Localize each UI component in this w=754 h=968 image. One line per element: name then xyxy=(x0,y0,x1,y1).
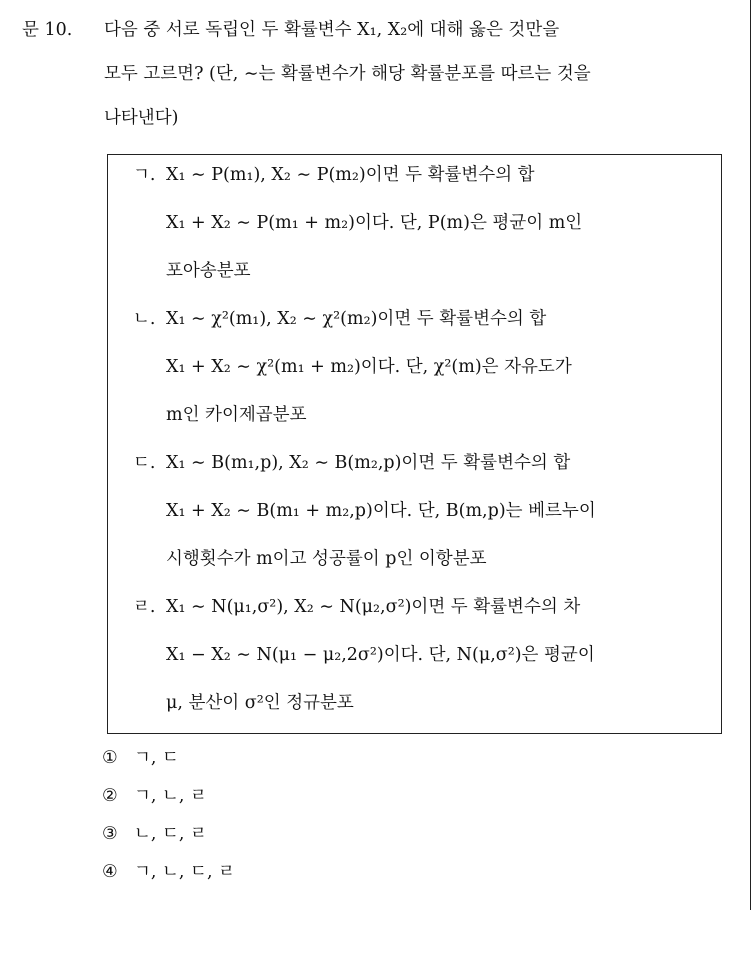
choice-text: ㄴ, ㄷ, ㄹ xyxy=(134,824,207,844)
answer-choice-1[interactable] xyxy=(102,738,179,778)
choice-text: ㄱ, ㄴ, ㄷ, ㄹ xyxy=(134,862,235,882)
item-line: X₁ ∼ χ²(m₁), X₂ ∼ χ²(m₂)이면 두 확률변수의 합 xyxy=(166,309,547,329)
item-line: X₁ + X₂ ∼ B(m₁ + m₂,p)이다. 단, B(m,p)는 베르누이 xyxy=(166,501,596,521)
item-mark: ㄱ. xyxy=(133,165,156,185)
answer-choice-4[interactable] xyxy=(102,852,235,892)
choice-number: ① xyxy=(102,748,118,768)
item-line: m인 카이제곱분포 xyxy=(166,405,307,425)
stem-line: 모두 고르면? (단, ∼는 확률변수가 해당 확률분포를 따르는 것을 xyxy=(104,64,591,84)
item-line: X₁ + X₂ ∼ χ²(m₁ + m₂)이다. 단, χ²(m)은 자유도가 xyxy=(166,357,572,377)
choice-text: ㄱ, ㄴ, ㄹ xyxy=(134,786,207,806)
item-line: 포아송분포 xyxy=(166,261,251,281)
choice-number: ④ xyxy=(102,862,118,882)
answer-choice-3[interactable] xyxy=(102,814,207,854)
choice-text: ㄱ, ㄷ xyxy=(134,748,179,768)
item-line: X₁ ∼ P(m₁), X₂ ∼ P(m₂)이면 두 확률변수의 합 xyxy=(166,165,535,185)
item-mark: ㄴ. xyxy=(133,309,156,329)
stem-line: 다음 중 서로 독립인 두 확률변수 X₁, X₂에 대해 옳은 것만을 xyxy=(104,20,560,40)
right-border-rule xyxy=(750,0,751,910)
item-line: 시행횟수가 m이고 성공률이 p인 이항분포 xyxy=(166,549,487,569)
item-line: X₁ + X₂ ∼ P(m₁ + m₂)이다. 단, P(m)은 평균이 m인 xyxy=(166,213,583,233)
item-line: μ, 분산이 σ²인 정규분포 xyxy=(166,693,354,713)
answer-choice-2[interactable] xyxy=(102,776,207,816)
stem-line: 나타낸다) xyxy=(104,108,179,128)
item-line: X₁ − X₂ ∼ N(μ₁ − μ₂,2σ²)이다. 단, N(μ,σ²)은 평균이 xyxy=(166,645,595,665)
question-stem xyxy=(104,8,744,140)
choice-number: ③ xyxy=(102,824,118,844)
choice-number: ② xyxy=(102,786,118,806)
item-line: X₁ ∼ B(m₁,p), X₂ ∼ B(m₂,p)이면 두 확률변수의 합 xyxy=(166,453,571,473)
statement-box xyxy=(107,154,722,734)
question-number: 문 10. xyxy=(22,20,73,40)
item-line: X₁ ∼ N(μ₁,σ²), X₂ ∼ N(μ₂,σ²)이면 두 확률변수의 차 xyxy=(166,597,581,617)
item-mark: ㄹ. xyxy=(133,597,156,617)
item-mark: ㄷ. xyxy=(133,453,156,473)
